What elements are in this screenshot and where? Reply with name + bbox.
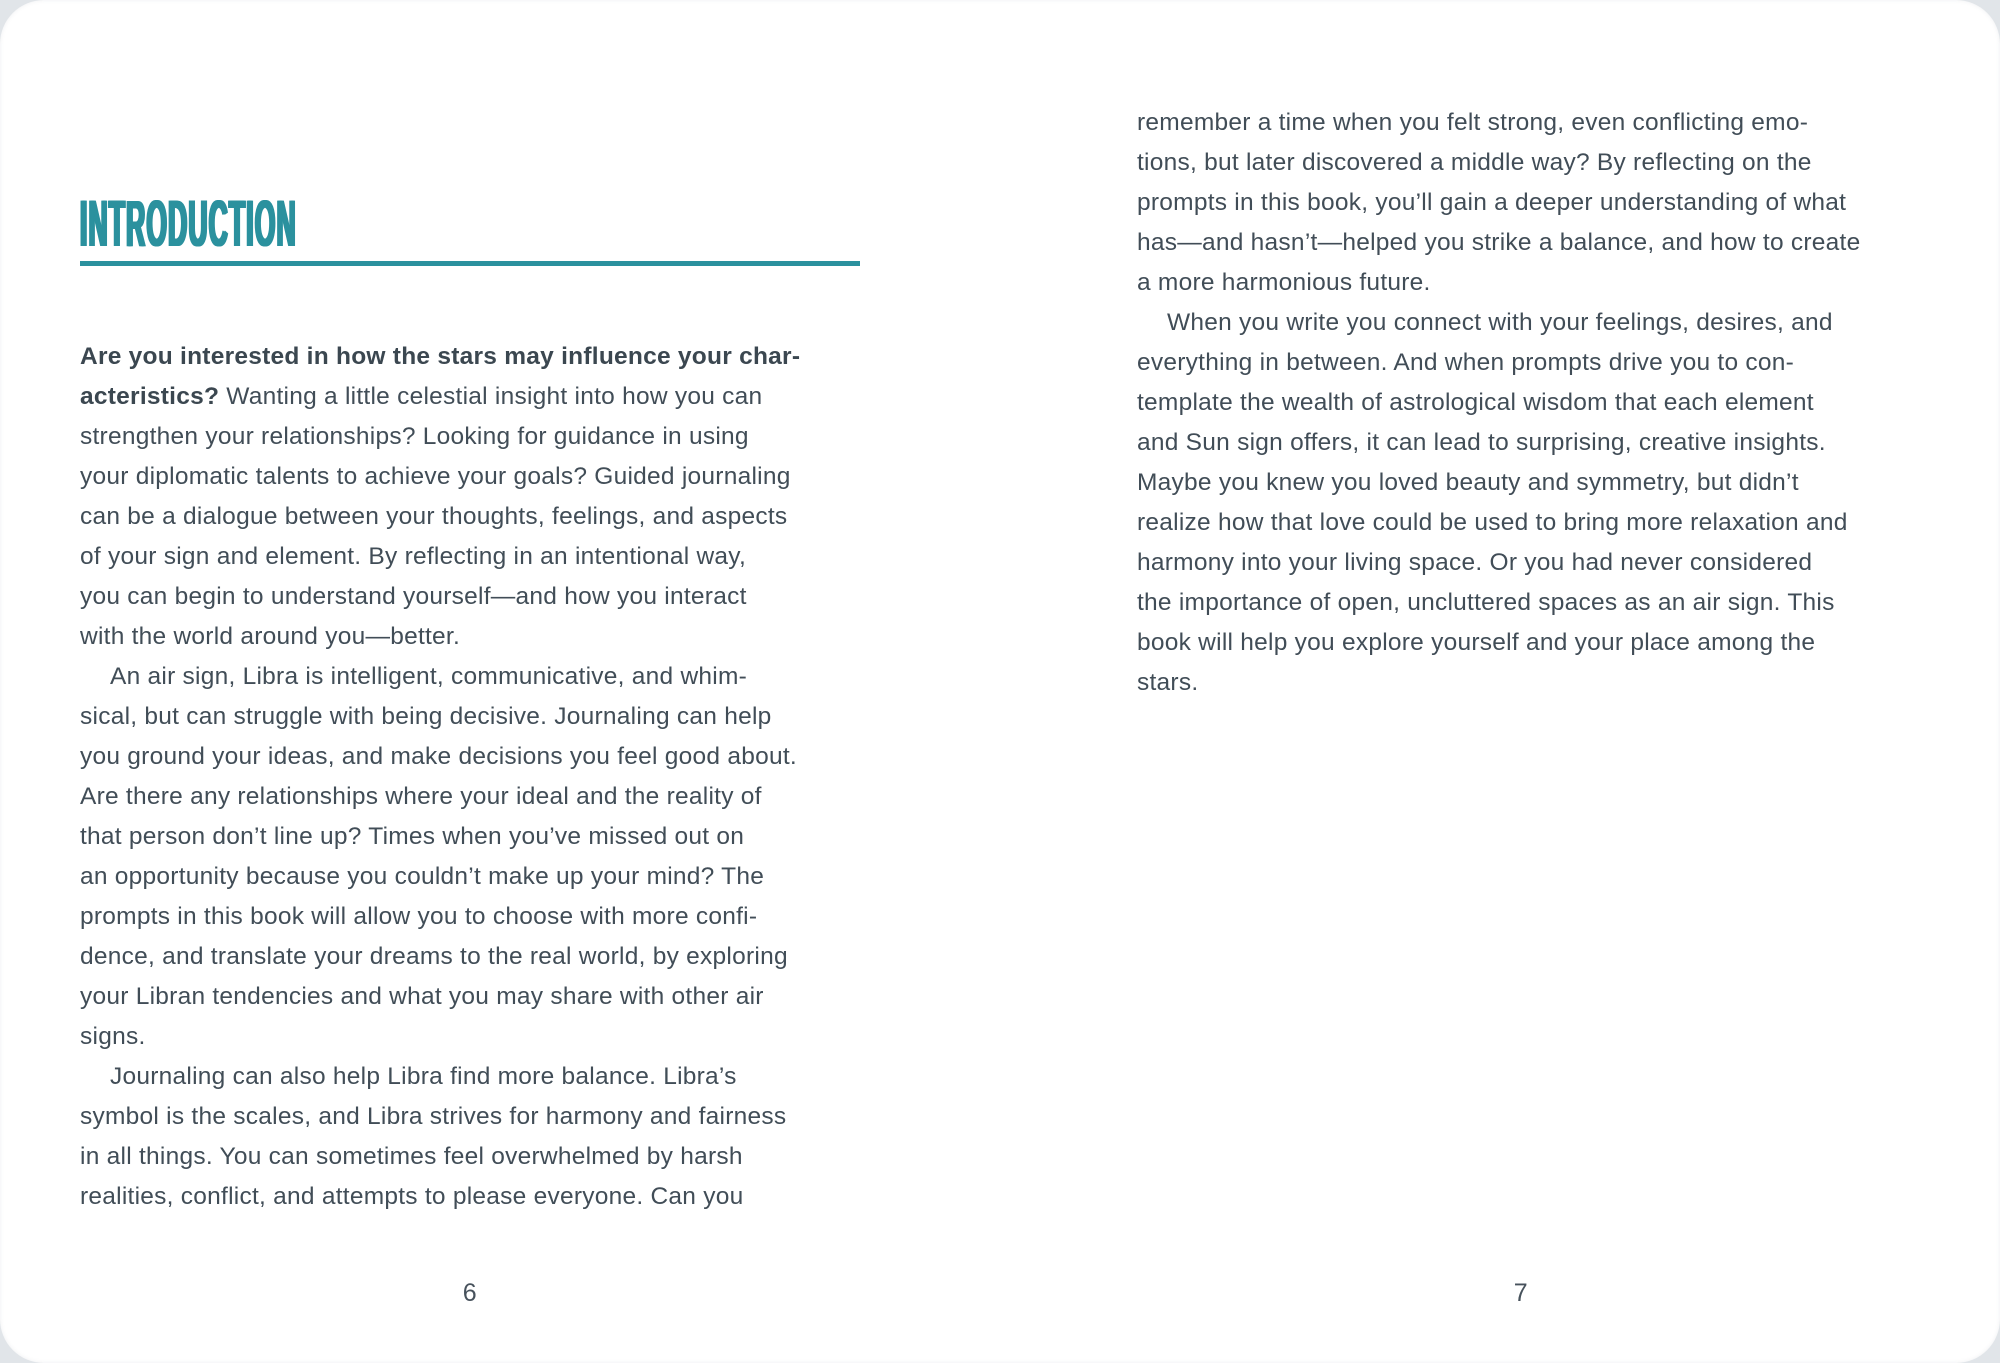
- text-line: sical, but can struggle with being decisive. Journaling can help: [80, 703, 772, 730]
- text-line: can be a dialogue between your thoughts, feelings, and aspects: [80, 503, 788, 530]
- text-line: stars.: [1137, 669, 1199, 696]
- text-line: everything in between. And when prompts drive you to con-: [1137, 349, 1795, 376]
- text-line: has—and hasn’t—helped you strike a balance, and how to create: [1137, 229, 1861, 256]
- paragraph: [1137, 303, 1915, 703]
- text-line: Journaling can also help Libra find more balance. Libra’s: [110, 1063, 737, 1090]
- text-line: tions, but later discovered a middle way? By reflecting on the: [1137, 149, 1812, 176]
- text-line: harmony into your living space. Or you had never considered: [1137, 549, 1813, 576]
- text-line: An air sign, Libra is intelligent, communicative, and whim-: [110, 663, 748, 690]
- right-page-number: 7: [1513, 1279, 1529, 1307]
- text-line: an opportunity because you couldn’t make up your mind? The: [80, 863, 765, 890]
- text-line: with the world around you—better.: [80, 623, 461, 650]
- text-line: Maybe you knew you loved beauty and symmetry, but didn’t: [1137, 469, 1799, 496]
- text-line: of your sign and element. By reflecting in an intentional way,: [80, 543, 747, 570]
- text-line: realize how that love could be used to bring more relaxation and: [1137, 509, 1848, 536]
- bold-text-segment: Are you interested in how the stars may influence your char-: [80, 343, 801, 370]
- bold-text-segment: acteristics?: [80, 383, 220, 410]
- text-line: prompts in this book will allow you to choose with more confi-: [80, 903, 758, 930]
- text-line: the importance of open, uncluttered spaces as an air sign. This: [1137, 589, 1835, 616]
- text-line: your diplomatic talents to achieve your goals? Guided journaling: [80, 463, 791, 490]
- text-line: you can begin to understand yourself—and how you interact: [80, 583, 747, 610]
- text-line: in all things. You can sometimes feel overwhelmed by harsh: [80, 1143, 743, 1170]
- text-line: dence, and translate your dreams to the real world, by exploring: [80, 943, 788, 970]
- text-line: signs.: [80, 1023, 146, 1050]
- text-line: book will help you explore yourself and your place among the: [1137, 629, 1816, 656]
- text-line: remember a time when you felt strong, even conflicting emo-: [1137, 109, 1809, 136]
- text-segment: Wanting a little celestial insight into how you can: [219, 383, 763, 410]
- text-line: strengthen your relationships? Looking for guidance in using: [80, 423, 749, 450]
- right-page-body-text: [1137, 103, 1915, 703]
- text-line: your Libran tendencies and what you may share with other air: [80, 983, 764, 1010]
- text-line: that person don’t line up? Times when you’ve missed out on: [80, 823, 745, 850]
- text-line: prompts in this book, you’ll gain a deeper understanding of what: [1137, 189, 1847, 216]
- text-line: and Sun sign offers, it can lead to surprising, creative insights.: [1137, 429, 1826, 456]
- text-line: Are there any relationships where your ideal and the reality of: [80, 783, 762, 810]
- text-line: template the wealth of astrological wisdom that each element: [1137, 389, 1814, 416]
- text-line: realities, conflict, and attempts to please everyone. Can you: [80, 1183, 744, 1210]
- intro-heading-text: INTRODUCTION: [80, 186, 297, 260]
- text-line: When you write you connect with your feelings, desires, and: [1167, 309, 1833, 336]
- text-line: symbol is the scales, and Libra strives for harmony and fairness: [80, 1103, 787, 1130]
- text-line: a more harmonious future.: [1137, 269, 1431, 296]
- text-line: you ground your ideas, and make decisions you feel good about.: [80, 743, 797, 770]
- left-page-number: 6: [462, 1279, 478, 1307]
- paragraph: [1137, 103, 1915, 303]
